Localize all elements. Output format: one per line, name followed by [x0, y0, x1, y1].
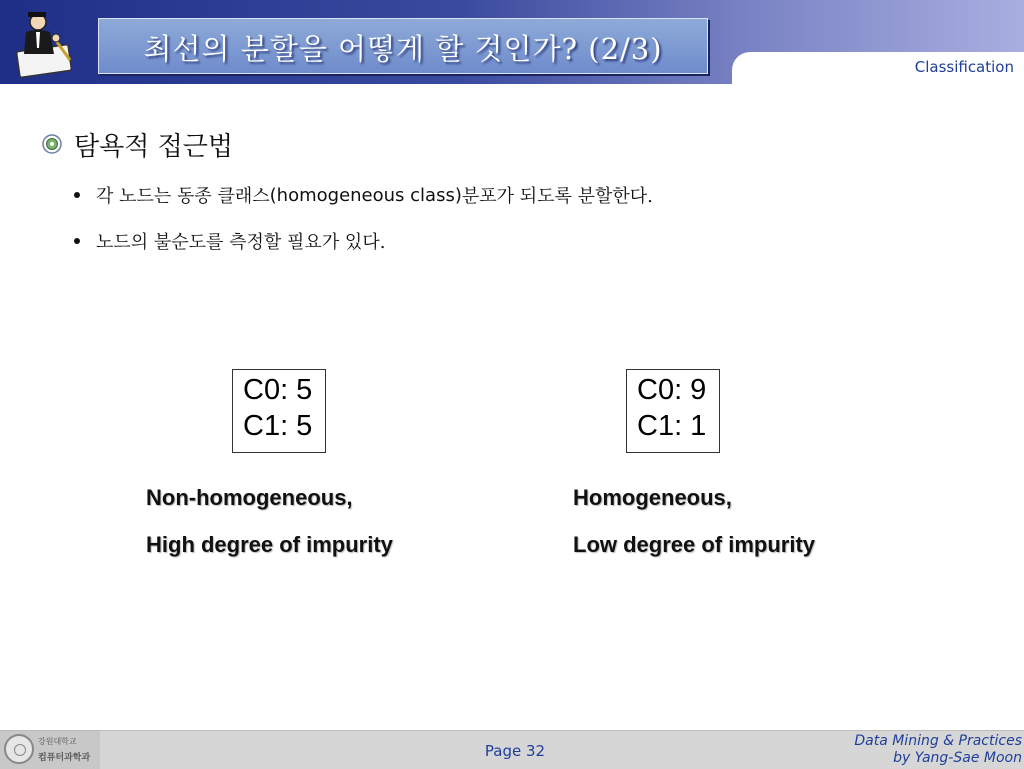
- node-box-left: [232, 369, 326, 453]
- university-seal-icon: [4, 734, 34, 764]
- caption-right-line2: Low degree of impurity: [573, 532, 816, 557]
- page-title: 최선의 분할을 어떻게 할 것인가? (2/3): [143, 32, 663, 66]
- bullet-dot-icon: [74, 192, 80, 198]
- node-box-right: [626, 369, 720, 453]
- bullet-dot-icon: [74, 238, 80, 244]
- course-author: by Yang-Sae Moon: [893, 750, 1022, 766]
- caption-left-line1: Non-homogeneous,: [146, 485, 353, 510]
- bullet-text: 노드의 불순도를 측정할 필요가 있다.: [96, 232, 386, 253]
- university-logo: [0, 731, 100, 769]
- university-name: 강원대학교: [38, 737, 77, 746]
- department-name: 컴퓨터과학과: [38, 753, 91, 763]
- globe-bullet-icon: [42, 134, 62, 154]
- main-point-text: 탐욕적 접근법: [74, 131, 233, 162]
- node-c1-count: C1: 1: [637, 410, 707, 442]
- bullet-text-ko: 각 노드는 동종 클래스: [96, 186, 270, 207]
- section-label: Classification: [914, 58, 1014, 76]
- caption-left-line2: High degree of impurity: [146, 532, 393, 557]
- bullet-text-en: (homogeneous class): [269, 184, 462, 206]
- main-point: [42, 124, 233, 164]
- footer: [0, 730, 1024, 769]
- node-c0-count: C0: 5: [243, 374, 313, 406]
- bullet-item: [74, 228, 385, 254]
- course-title: Data Mining & Practices: [854, 733, 1022, 749]
- node-c0-count: C0: 9: [637, 374, 707, 406]
- presenter-clipart-icon: [14, 8, 78, 78]
- title-box: [98, 18, 708, 74]
- header-band: [0, 0, 1024, 84]
- bullet-text-ko-end: 분포가 되도록 분할한다.: [461, 186, 653, 207]
- caption-right-line1: Homogeneous,: [573, 485, 732, 510]
- bullet-item: [74, 182, 653, 208]
- node-c1-count: C1: 5: [243, 410, 313, 442]
- page-number: Page 32: [484, 742, 546, 760]
